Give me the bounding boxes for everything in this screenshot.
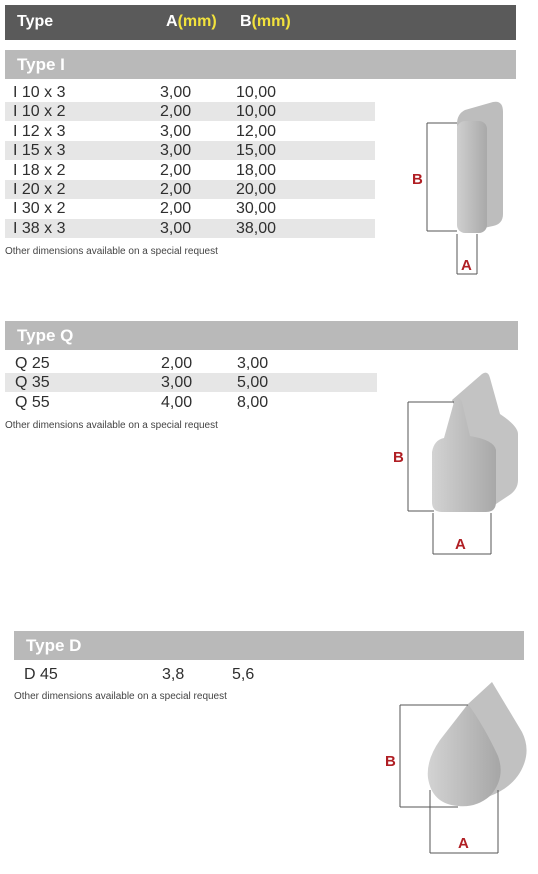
a-value-cell: 4,00 <box>161 393 193 411</box>
a-dimension-label: A <box>455 536 466 553</box>
type-cell: I 15 x 3 <box>13 142 66 160</box>
type-i-profile-diagram <box>405 96 515 281</box>
table-row <box>5 122 375 141</box>
header-a-unit: (mm) <box>177 13 217 30</box>
header-type-label: Type <box>17 13 54 30</box>
a-value-cell: 3,00 <box>160 219 192 237</box>
table-row <box>5 373 377 392</box>
a-value-cell: 2,00 <box>160 181 192 198</box>
header-b-column <box>240 13 291 31</box>
type-cell: I 10 x 3 <box>13 84 66 101</box>
b-value-cell: 10,00 <box>236 103 277 121</box>
profile-front-face <box>457 121 487 233</box>
b-value-cell: 5,00 <box>237 374 269 392</box>
b-dimension-label: B <box>385 753 396 770</box>
b-value-cell: 5,6 <box>232 666 255 683</box>
header-b-label: B <box>240 13 252 30</box>
a-value-cell: 3,00 <box>160 142 192 160</box>
table-row <box>5 180 375 199</box>
a-value-cell: 3,8 <box>162 666 185 683</box>
type-d-note: Other dimensions available on a special request <box>14 691 227 702</box>
section-type-q-title <box>5 321 518 350</box>
b-value-cell: 20,00 <box>236 181 277 198</box>
a-value-cell: 3,00 <box>160 122 192 140</box>
b-value-cell: 30,00 <box>236 200 277 218</box>
a-value-cell: 2,00 <box>160 103 192 121</box>
section-title: Type Q <box>17 326 74 345</box>
b-value-cell: 12,00 <box>236 122 277 140</box>
type-cell: I 20 x 2 <box>13 181 66 198</box>
type-cell: I 18 x 2 <box>13 161 66 179</box>
table-row <box>14 665 314 684</box>
type-d-profile-diagram <box>380 678 530 858</box>
section-type-d-title <box>14 631 524 660</box>
b-value-cell: 18,00 <box>236 161 277 179</box>
type-cell: I 12 x 3 <box>13 122 66 140</box>
a-dimension-label: A <box>461 257 472 274</box>
header-b-unit: (mm) <box>251 13 291 30</box>
header-a-column <box>166 13 217 31</box>
a-value-cell: 3,00 <box>161 374 193 392</box>
b-value-cell: 10,00 <box>236 84 277 101</box>
b-dimension-label: B <box>393 449 404 466</box>
table-row <box>5 219 375 238</box>
table-row <box>5 199 375 218</box>
type-q-profile-diagram <box>390 370 525 560</box>
a-value-cell: 2,00 <box>160 200 192 218</box>
a-value-cell: 2,00 <box>160 161 192 179</box>
type-cell: I 30 x 2 <box>13 200 66 218</box>
type-cell: D 45 <box>24 666 58 683</box>
table-row <box>5 354 377 373</box>
table-row <box>5 141 375 160</box>
b-value-cell: 38,00 <box>236 219 277 237</box>
a-dimension-label: A <box>458 835 469 852</box>
b-value-cell: 8,00 <box>237 393 269 411</box>
section-title: Type I <box>17 55 65 74</box>
header-a-label: A <box>166 13 178 30</box>
type-cell: Q 55 <box>15 393 50 411</box>
type-q-note: Other dimensions available on a special request <box>5 420 218 431</box>
table-row <box>5 161 375 180</box>
section-title: Type D <box>26 636 82 655</box>
table-row <box>5 102 375 121</box>
type-cell: Q 25 <box>15 355 50 372</box>
type-cell: I 10 x 2 <box>13 103 66 121</box>
a-value-cell: 2,00 <box>161 355 193 372</box>
a-value-cell: 3,00 <box>160 84 192 101</box>
type-cell: I 38 x 3 <box>13 219 66 237</box>
type-i-note: Other dimensions available on a special request <box>5 246 218 257</box>
table-header <box>5 5 516 40</box>
table-row <box>5 83 375 102</box>
section-type-i-title <box>5 50 516 79</box>
table-row <box>5 393 377 412</box>
b-dimension-label: B <box>412 171 423 188</box>
type-cell: Q 35 <box>15 374 50 392</box>
b-value-cell: 3,00 <box>237 355 269 372</box>
b-value-cell: 15,00 <box>236 142 277 160</box>
